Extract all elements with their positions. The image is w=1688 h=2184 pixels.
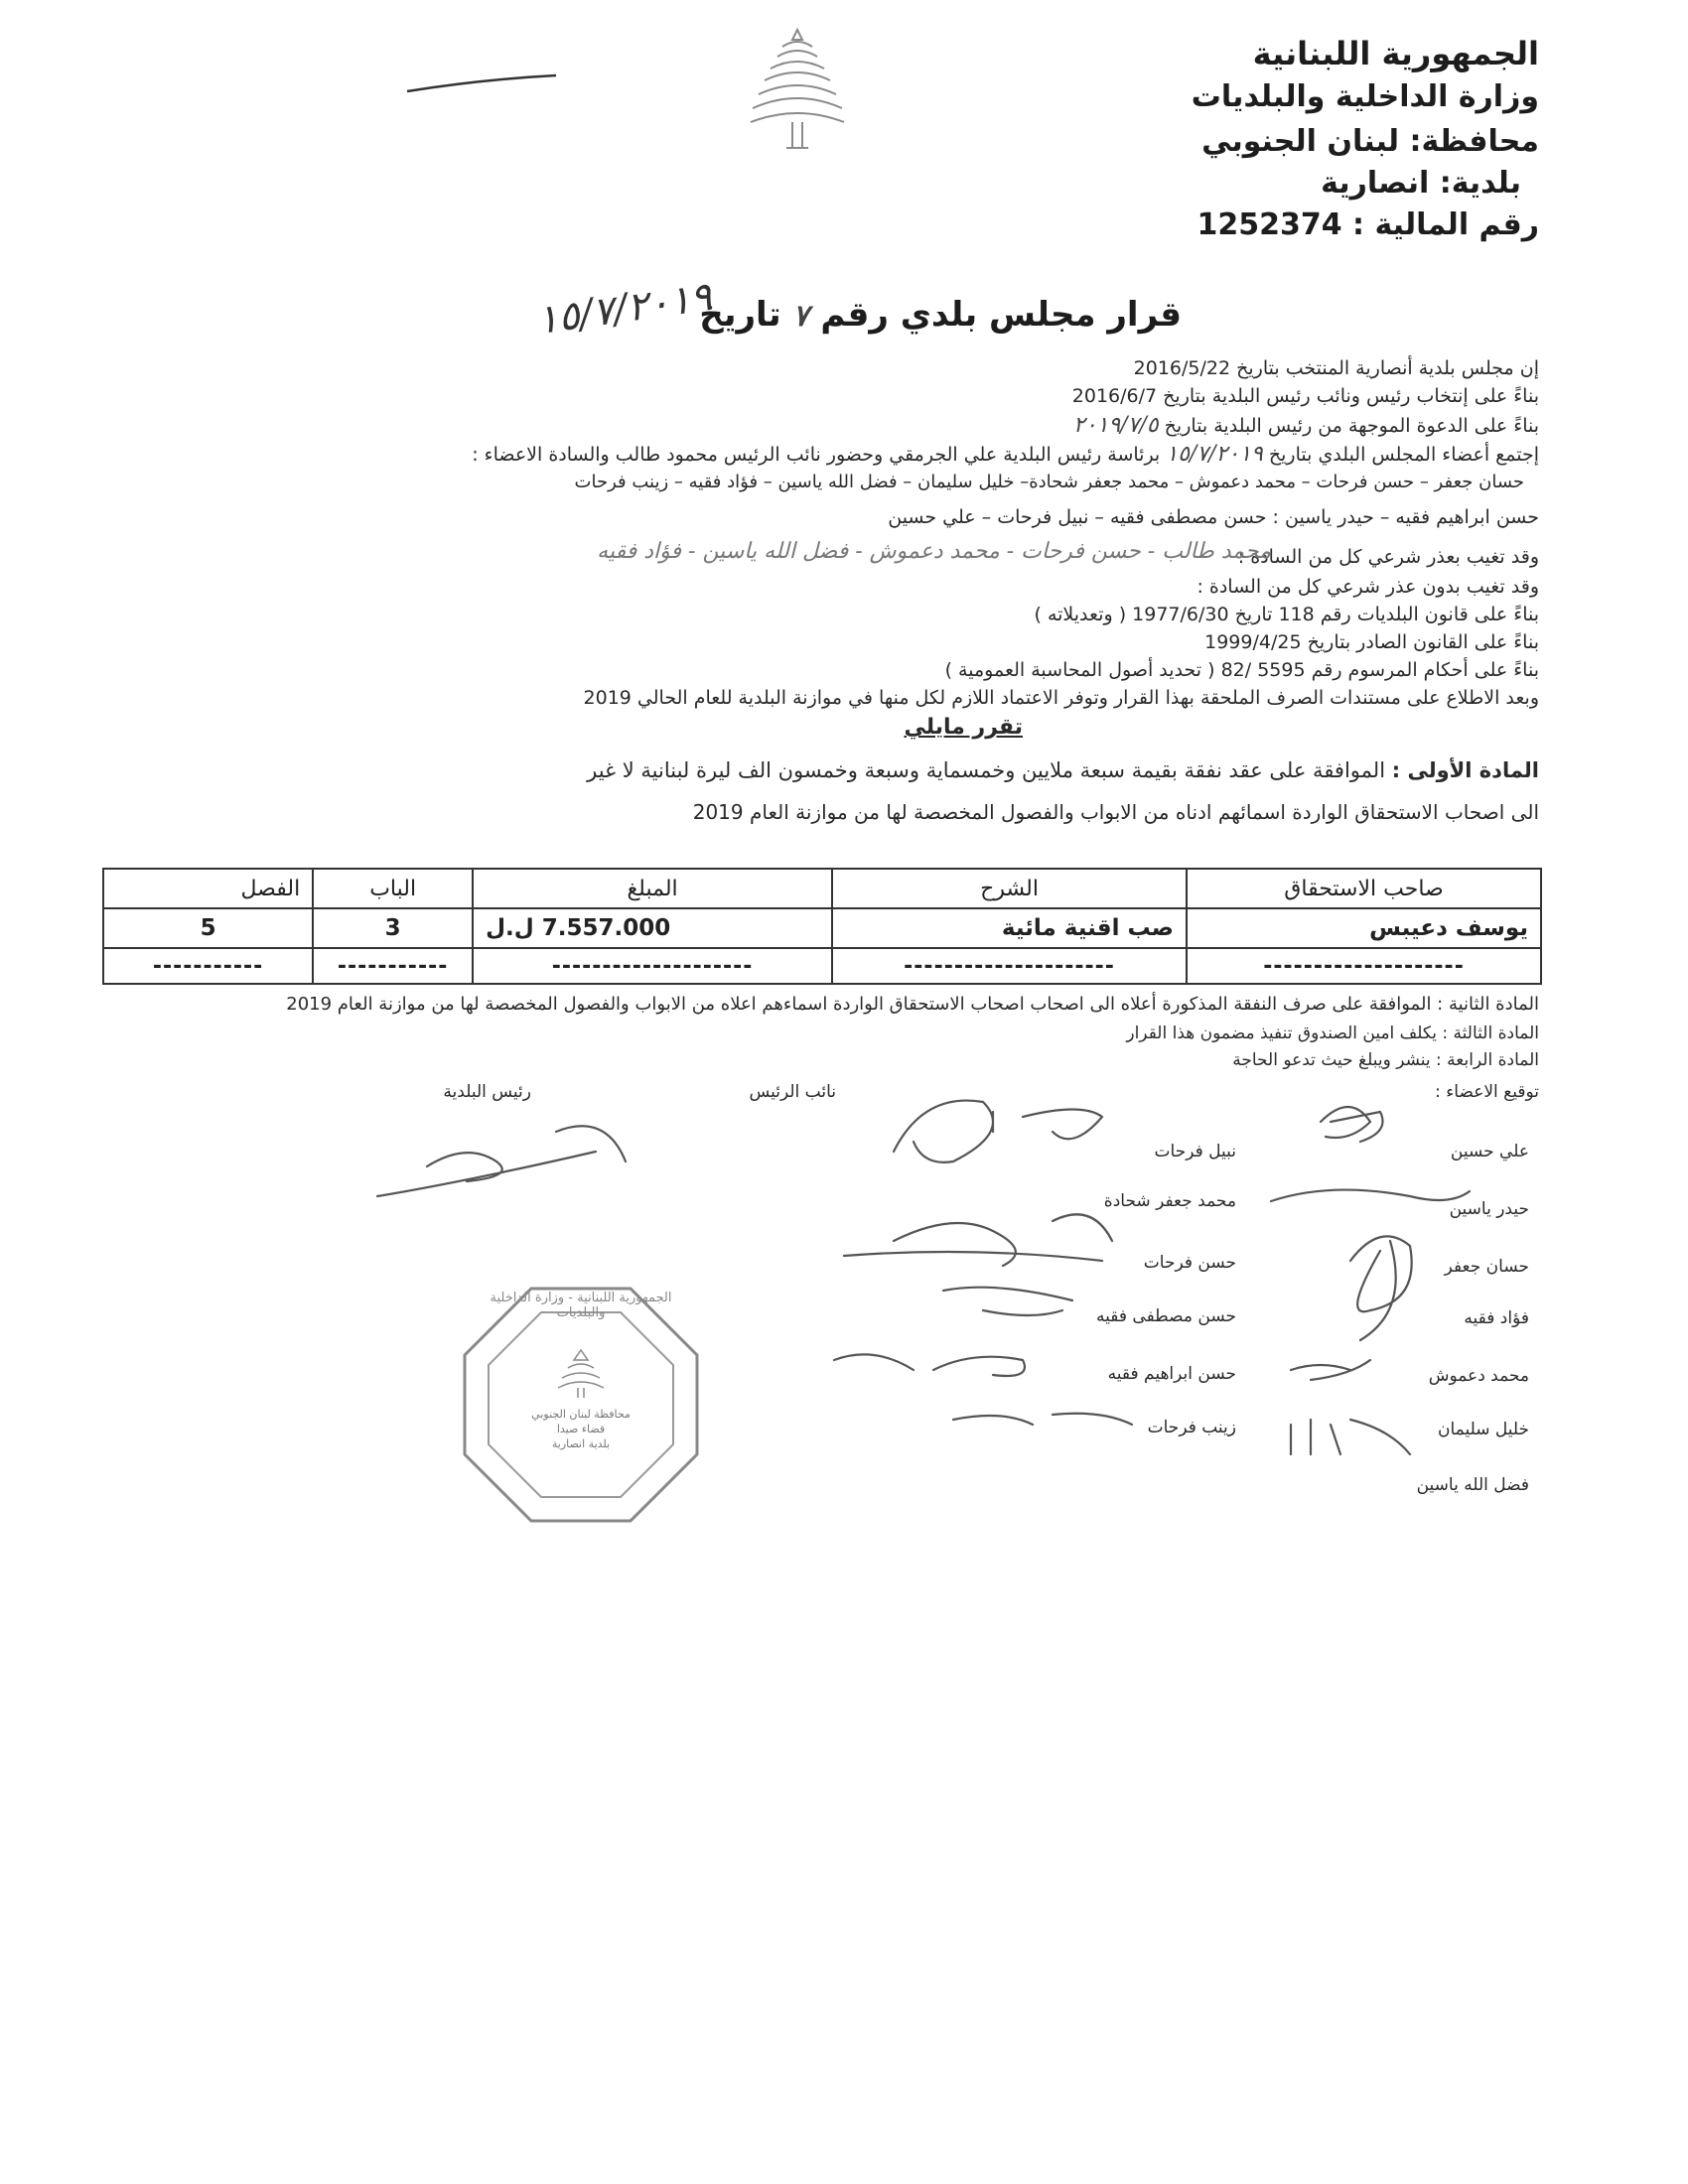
col-header-amount: المبلغ <box>473 869 832 908</box>
preamble-election: بناءً على إنتخاب رئيس ونائب رئيس البلدية بتاريخ 2016/6/7 <box>1071 385 1539 407</box>
table-header-row <box>103 869 1541 908</box>
absent-excused-handwritten: محمد طالب - حسن فرحات - محمد دعموش - فضل الله ياسين - فؤاد فقيه <box>597 539 1271 564</box>
members-line-1: حسان جعفر – حسن فرحات – محمد دعموش – محمد جعفر شحادة– خليل سليمان – فضل الله ياسين – فؤاد فقيه – زينب فرحات <box>574 472 1524 492</box>
deputy-title: نائب الرئيس <box>749 1082 836 1102</box>
article-1: المادة الأولى : الموافقة على عقد نفقة بقيمة سبعة ملايين وخمسماية وسبعة وخمسون الف ليرة لبنانية لا غير <box>587 758 1539 782</box>
dash-cell: ----------- <box>103 948 313 984</box>
decision-heading: تقرر مايلي <box>904 715 1023 740</box>
members-signature-label: توقيع الاعضاء : <box>1435 1082 1539 1102</box>
member-name: حسن مصطفى فقيه <box>1096 1306 1236 1326</box>
member-name: محمد دعموش <box>1428 1366 1529 1386</box>
law-1999: بناءً على القانون الصادر بتاريخ 1999/4/25 <box>1204 631 1539 653</box>
allocation-table <box>102 868 1542 985</box>
member-name: نبيل فرحات <box>1154 1142 1236 1161</box>
article-1-continued: الى اصحاب الاستحقاق الواردة اسمائهم ادناه من الابواب والفصول المخصصة لها من موازنة العام 2019 <box>692 800 1539 824</box>
header-ministry: وزارة الداخلية والبلديات <box>1191 79 1539 114</box>
col-header-description: الشرح <box>832 869 1187 908</box>
preamble-invitation: بناءً على الدعوة الموجهة من رئيس البلدية بتاريخ ٢٠١٩/٧/٥ <box>1072 413 1539 438</box>
president-title: رئيس البلدية <box>443 1082 531 1102</box>
decision-title-text: قرار مجلس بلدي رقم <box>820 295 1182 335</box>
member-name: فضل الله ياسين <box>1416 1475 1529 1495</box>
decision-date-handwritten: ١٥/٧/٢٠١٩ <box>533 273 715 344</box>
member-name: علي حسين <box>1450 1142 1529 1161</box>
stamp-outer-text: الجمهورية اللبنانية - وزارة الداخلية والبلديات <box>490 1291 672 1320</box>
decision-title-date-word: تاريخ <box>699 295 781 335</box>
table-row-empty <box>103 948 1541 984</box>
article-2: المادة الثانية : الموافقة على صرف النفقة المذكورة أعلاه الى اصحاب اصحاب الاستحقاق الواردة اسماءهم اعلاه من الابواب والفصول المخصصة لها من موازنة العام 2019 <box>286 994 1539 1015</box>
invitation-date-handwritten: ٢٠١٩/٧/٥ <box>1072 413 1159 438</box>
col-header-section: الفصل <box>103 869 313 908</box>
table-row <box>103 908 1541 948</box>
col-header-chapter: الباب <box>313 869 473 908</box>
meeting-date-handwritten: ١٥/٧/٢٠١٩ <box>1166 442 1263 467</box>
cell-chapter: 3 <box>313 908 473 948</box>
cell-beneficiary: يوسف دعيبس <box>1187 908 1541 948</box>
absent-excused: وقد تغيب بعذر شرعي كل من السادة : <box>1237 546 1539 568</box>
member-name: زينب فرحات <box>1147 1418 1236 1437</box>
preamble-elected: إن مجلس بلدية أنصارية المنتخب بتاريخ 2016/5/22 <box>1133 357 1539 379</box>
absent-unexcused: وقد تغيب بدون عذر شرعي كل من السادة : <box>1196 576 1539 598</box>
member-name: فؤاد فقيه <box>1464 1308 1529 1328</box>
header-republic: الجمهورية اللبنانية <box>1252 35 1539 72</box>
member-name: حيدر ياسين <box>1449 1199 1529 1219</box>
dash-cell: --------------------- <box>832 948 1187 984</box>
cell-amount: 7.557.000 ل.ل <box>473 908 832 948</box>
dash-cell: -------------------- <box>473 948 832 984</box>
header-governorate: محافظة: لبنان الجنوبي <box>1201 124 1539 159</box>
member-name: حسان جعفر <box>1444 1257 1529 1277</box>
signature-scrawls <box>0 1072 1688 1529</box>
cell-description: صب اقنية مائية <box>832 908 1187 948</box>
member-name: حسن فرحات <box>1143 1253 1236 1273</box>
article-3: المادة الثالثة : يكلف امين الصندوق تنفيذ مضمون هذا القرار <box>1126 1024 1539 1043</box>
law-municipalities: بناءً على قانون البلديات رقم 118 تاريخ 1977/6/30 ( وتعديلاته ) <box>1034 604 1539 625</box>
header-municipality: بلدية: انصارية <box>1321 166 1521 201</box>
article-4: المادة الرابعة : ينشر ويبلغ حيث تدعو الحاجة <box>1232 1050 1539 1070</box>
decision-number-handwritten: ٧ <box>792 299 809 334</box>
cell-section: 5 <box>103 908 313 948</box>
dash-cell: ----------- <box>313 948 473 984</box>
col-header-beneficiary: صاحب الاستحقاق <box>1187 869 1541 908</box>
stamp-inner-text: محافظة لبنان الجنوبي قضاء صيدا بلدية انصارية <box>531 1408 631 1450</box>
pen-mark <box>402 69 561 99</box>
cedar-logo-icon <box>743 25 852 154</box>
members-line-2: حسن ابراهيم فقيه – حيدر ياسين : حسن مصطفى فقيه – نبيل فرحات – علي حسين <box>888 506 1539 528</box>
member-name: حسن ابراهيم فقيه <box>1107 1364 1236 1384</box>
decision-title <box>699 295 1182 335</box>
dash-cell: -------------------- <box>1187 948 1541 984</box>
member-name: خليل سليمان <box>1437 1420 1529 1439</box>
decree-5595: بناءً على أحكام المرسوم رقم 5595 /82 ( تحديد أصول المحاسبة العمومية ) <box>944 659 1539 681</box>
header-finance-number: رقم المالية : 1252374 <box>1196 207 1539 242</box>
member-name: محمد جعفر شحادة <box>1103 1191 1236 1211</box>
preamble-meeting: إجتمع أعضاء المجلس البلدي بتاريخ ١٥/٧/٢٠١٩ برئاسة رئيس البلدية علي الجرمقي وحضور نائب الرئيس محمود طالب والسادة الاعضاء : <box>472 442 1539 467</box>
review-documents: وبعد الاطلاع على مستندات الصرف الملحقة بهذا القرار وتوفر الاعتماد اللازم لكل منها في موازنة البلدية للعام الحالي 2019 <box>583 687 1539 709</box>
